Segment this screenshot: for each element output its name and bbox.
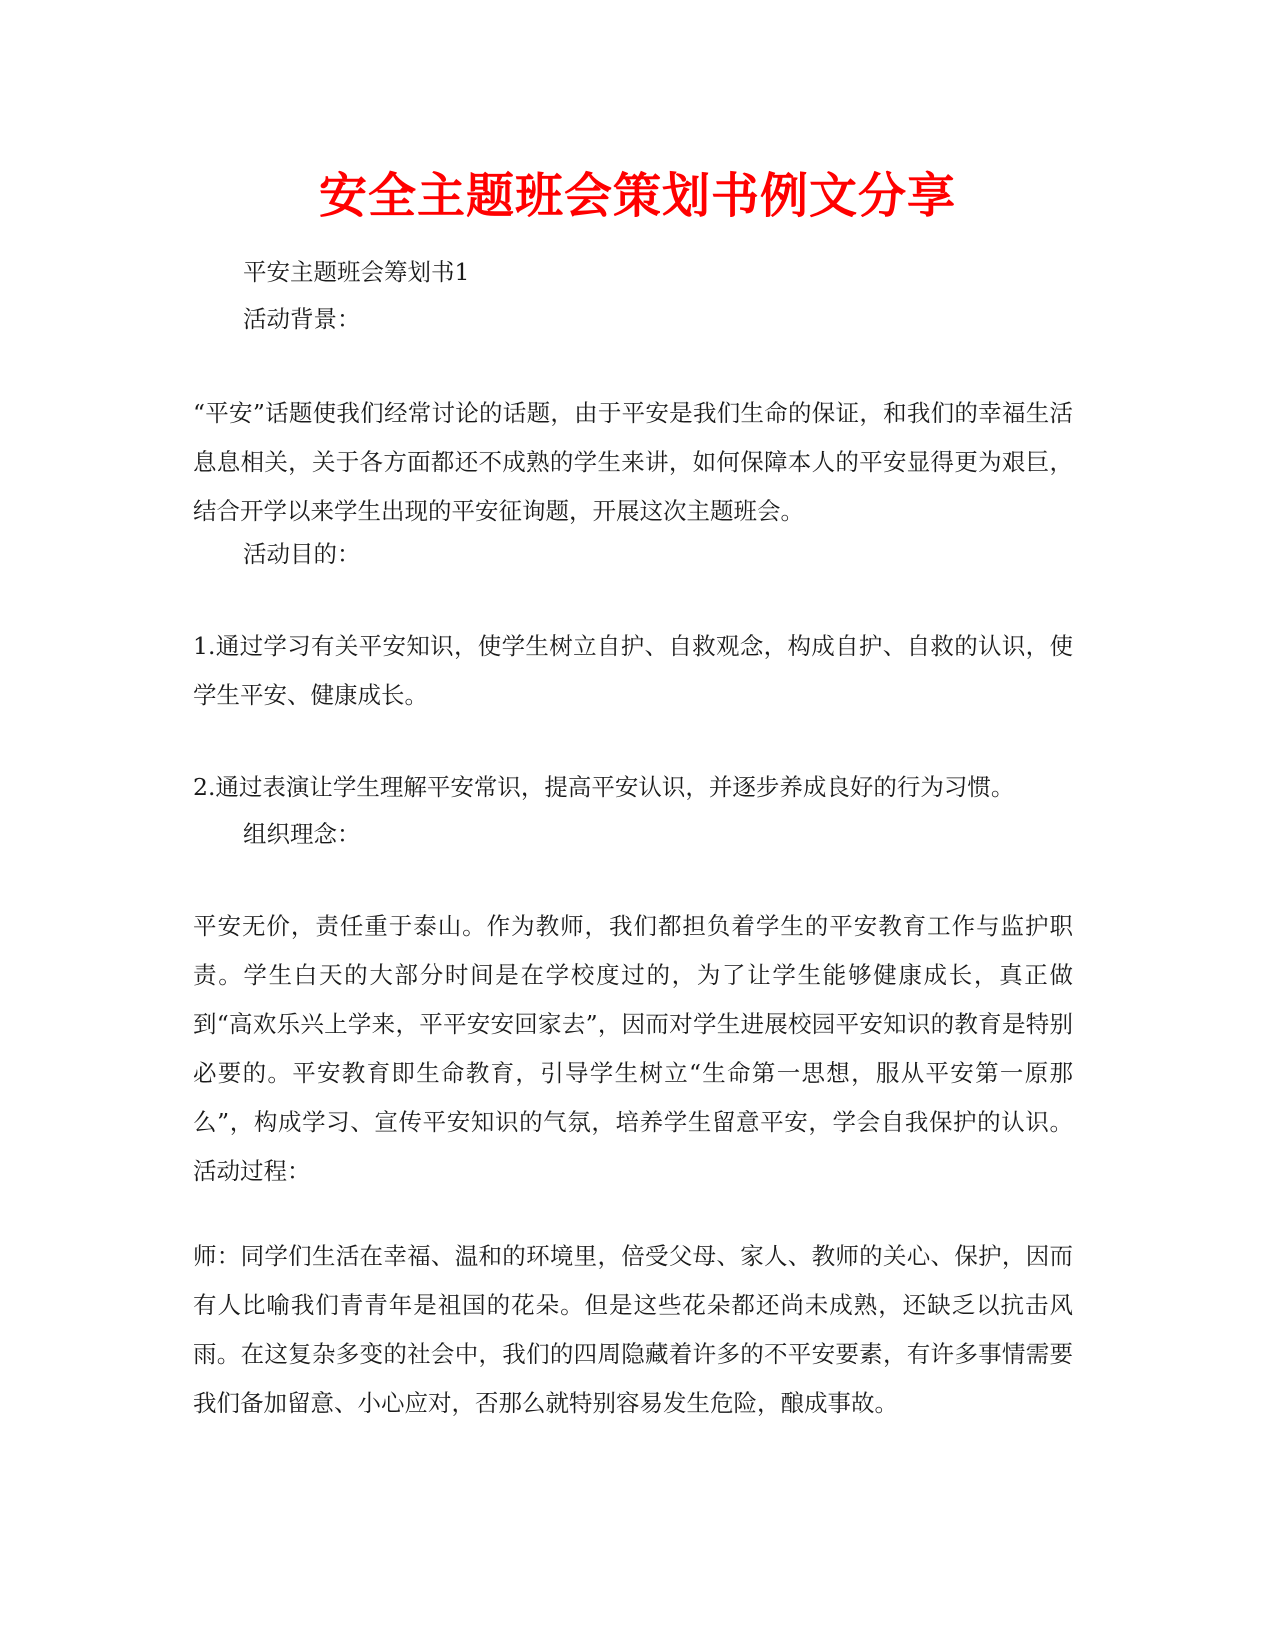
concept-paragraph: 平安无价，责任重于泰山。作为教师，我们都担负着学生的平安教育工作与监护职责。学生白天的大部分时间是在学校度过的，为了让学生能够健康成长，真正做到“高欢乐兴上学来，平平安安回家去”，因而对学生进展校园平安知识的教育是特别必要的。平安教育即生命教育，引导学生树立“生命第一思想，服从平安第一原那么”，构成学习、宣传平安知识的气氛，培养学生留意平安，学会自我保护的认识。 活动过程： <box>193 912 1073 1185</box>
purpose-item-1: 1.通过学习有关平安知识，使学生树立自护、自救观念，构成自护、自救的认识，使学生平安、健康成长。 <box>193 632 1073 709</box>
background-heading: 活动背景： <box>243 305 361 333</box>
concept-heading: 组织理念： <box>243 820 361 848</box>
process-paragraph: 师：同学们生活在幸福、温和的环境里，倍受父母、家人、教师的关心、保护，因而有人比喻我们青青年是祖国的花朵。但是这些花朵都还尚未成熟，还缺乏以抗击风雨。在这复杂多变的社会中，我们的四周隐藏着许多的不平安要素，有许多事情需要我们备加留意、小心应对，否那么就特别容易发生危险，酿成事故。 <box>193 1242 1073 1417</box>
background-paragraph: “平安”话题使我们经常讨论的话题，由于平安是我们生命的保证，和我们的幸福生活息息相关，关于各方面都还不成熟的学生来讲，如何保障本人的平安显得更为艰巨，结合开学以来学生出现的平安征询题，开展这次主题班会。 <box>193 399 1073 525</box>
document-title: 安全主题班会策划书例文分享 <box>318 168 956 224</box>
document-subtitle: 平安主题班会筹划书1 <box>243 258 470 286</box>
purpose-item-2: 2.通过表演让学生理解平安常识，提高平安认识，并逐步养成良好的行为习惯。 <box>193 773 1015 801</box>
purpose-heading: 活动目的： <box>243 540 361 568</box>
